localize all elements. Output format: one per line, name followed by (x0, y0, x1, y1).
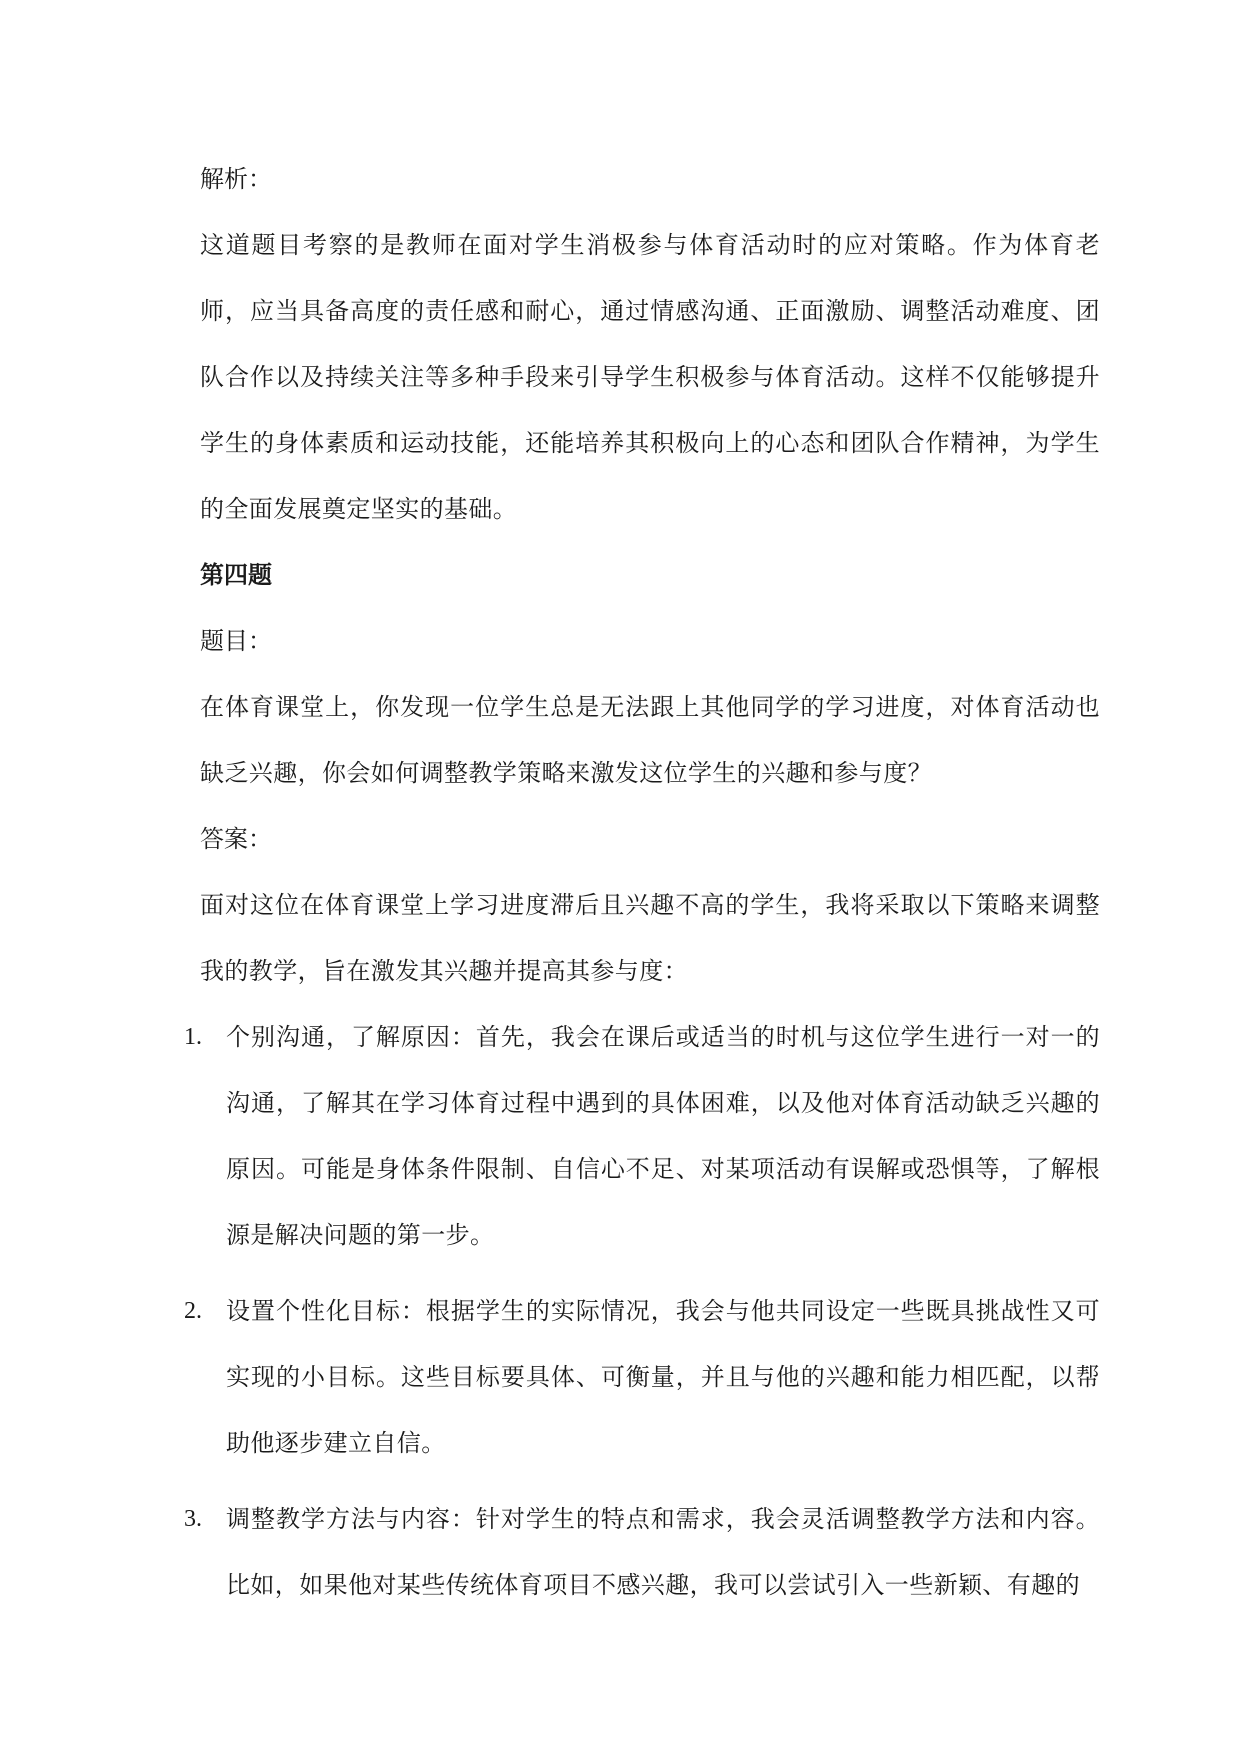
list-item (184, 1278, 1100, 1476)
strategy-list (184, 1004, 1100, 1618)
list-item-text: 调整教学方法与内容：针对学生的特点和需求，我会灵活调整教学方法和内容。比如，如果他对某些传统体育项目不感兴趣，我可以尝试引入一些新颖、有趣的 (226, 1505, 1100, 1599)
document-content (184, 146, 1100, 1628)
list-item-text: 个别沟通，了解原因：首先，我会在课后或适当的时机与这位学生进行一对一的沟通，了解其在学习体育过程中遇到的具体困难，以及他对体育活动缺乏兴趣的原因。可能是身体条件限制、自信心不足、对某项活动有误解或恐惧等，了解根源是解决问题的第一步。 (226, 1023, 1100, 1249)
list-item-text: 设置个性化目标：根据学生的实际情况，我会与他共同设定一些既具挑战性又可实现的小目标。这些目标要具体、可衡量，并且与他的兴趣和能力相匹配，以帮助他逐步建立自信。 (226, 1297, 1100, 1457)
question-label: 题目： (200, 627, 272, 655)
question-heading: 第四题 (200, 560, 272, 589)
list-item (184, 1486, 1100, 1618)
analysis-label: 解析： (200, 165, 272, 193)
analysis-paragraph: 这道题目考察的是教师在面对学生消极参与体育活动时的应对策略。作为体育老师，应当具备高度的责任感和耐心，通过情感沟通、正面激励、调整活动难度、团队合作以及持续关注等多种手段来引导学生积极参与体育活动。这样不仅能够提升学生的身体素质和运动技能，还能培养其积极向上的心态和团队合作精神，为学生的全面发展奠定坚实的基础。 (200, 231, 1100, 523)
list-item-number: 3. (184, 1506, 202, 1532)
list-item (184, 1004, 1100, 1268)
answer-intro-paragraph: 面对这位在体育课堂上学习进度滞后且兴趣不高的学生，我将采取以下策略来调整我的教学，旨在激发其兴趣并提高其参与度： (200, 891, 1100, 985)
list-item-number: 1. (184, 1024, 202, 1050)
answer-label: 答案： (200, 825, 272, 853)
list-item-number: 2. (184, 1298, 202, 1324)
question-paragraph: 在体育课堂上，你发现一位学生总是无法跟上其他同学的学习进度，对体育活动也缺乏兴趣，你会如何调整教学策略来激发这位学生的兴趣和参与度？ (200, 693, 1100, 787)
